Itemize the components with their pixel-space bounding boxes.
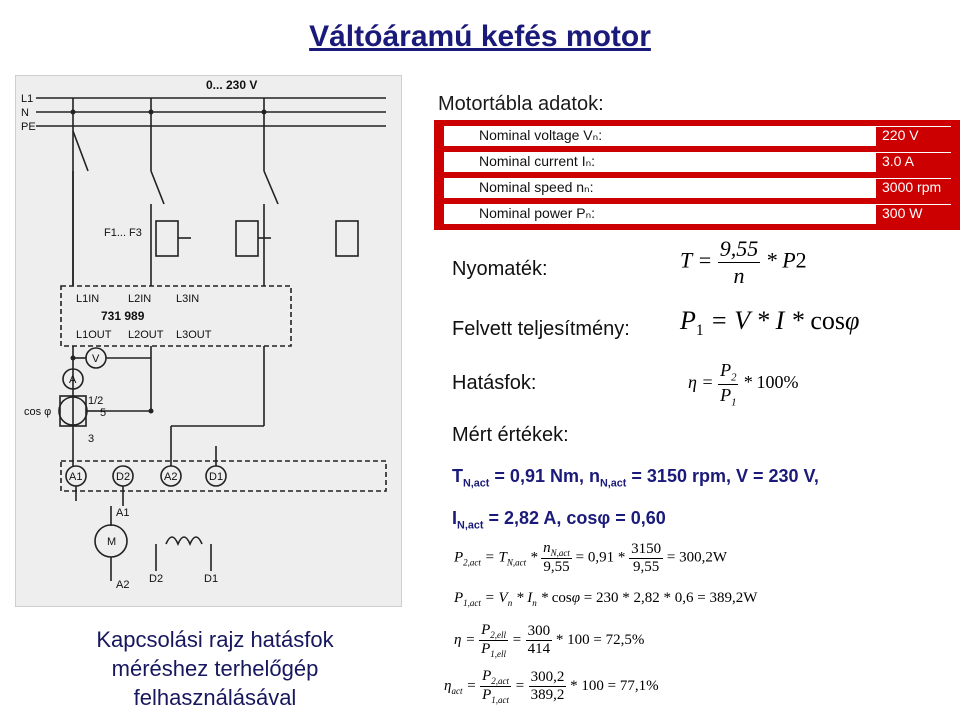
measured-line-2: $I_{N,act} = 2,82$ A, cosφ = 0,60 bbox=[452, 508, 666, 532]
motor-table-heading: Motortábla adatok: bbox=[438, 93, 604, 115]
l2in-label: L2IN bbox=[128, 293, 152, 305]
fuses-label: F1... F3 bbox=[104, 227, 142, 239]
eta-ell-denominator: 414 bbox=[527, 641, 551, 657]
nameplate-label: Nominal power Pₙ: bbox=[479, 205, 596, 221]
d1-terminal-label: D1 bbox=[209, 471, 224, 483]
caption-line-1: Kapcsolási rajz hatásfok bbox=[96, 627, 334, 652]
motor-a2-label: A2 bbox=[116, 579, 130, 591]
terminal-3-label: 3 bbox=[88, 433, 95, 445]
nameplate-label: Nominal current Iₙ: bbox=[479, 153, 596, 169]
cosphi-label: cos φ bbox=[24, 406, 52, 418]
p2act-constant: 9,55 bbox=[632, 558, 660, 575]
p2act-result: = 300,2W bbox=[666, 549, 727, 566]
motor-label: M bbox=[107, 536, 117, 548]
l3out-label: L3OUT bbox=[176, 329, 212, 341]
circuit-diagram bbox=[15, 75, 402, 607]
measured-line-2a: = 2,82 A, cosφ = 0,60 bbox=[488, 508, 666, 528]
nameplate-row bbox=[444, 178, 951, 198]
measured-line-1b: = 3150 rpm, V = 230 V, bbox=[631, 466, 819, 486]
torque-formula: T = $\frac{9,55}{n}$ * P2 bbox=[680, 236, 807, 288]
nameplate bbox=[434, 120, 960, 230]
measured-label: Mért értékek: bbox=[452, 424, 569, 446]
caption-line-2: méréshez terhelőgép bbox=[111, 656, 319, 681]
l1out-label: L1OUT bbox=[76, 329, 112, 341]
torque-denominator: n bbox=[733, 263, 745, 288]
nameplate-row bbox=[444, 152, 951, 172]
ammeter-label: A bbox=[69, 374, 77, 386]
d2-terminal-label: D2 bbox=[116, 471, 131, 483]
p1act-formula: $P_{1,act} = V_n * I_n * \cos\varphi = 230 * 2,82 * 0,6 = 389,2W$ bbox=[454, 590, 758, 608]
meter-label: 731 989 bbox=[101, 309, 145, 323]
eta-ell-formula: η = $\frac{P_{2,ell}}{P_{1,ell}}$ = $\frac{300}{414}$ * 100 = 72,5% bbox=[454, 622, 645, 659]
p2act-denominator: 9,55 bbox=[543, 559, 570, 575]
diagram-caption bbox=[60, 625, 370, 712]
power-formula: $P_1 = V * I * \cos\varphi$ bbox=[680, 306, 860, 340]
efficiency-formula: η = $\frac{P_2}{P_1}$ * 100% bbox=[688, 360, 799, 409]
supply-label: 0... 230 V bbox=[206, 78, 258, 92]
eta-act-result: * 100 = 77,1% bbox=[570, 677, 659, 694]
efficiency-label: Hatásfok: bbox=[452, 372, 537, 394]
nameplate-value: 220 V bbox=[876, 127, 951, 147]
l1in-label: L1IN bbox=[76, 293, 100, 305]
a2-terminal-label: A2 bbox=[164, 471, 178, 483]
pe-label: PE bbox=[21, 121, 36, 133]
eta-act-formula: $\eta_{act}$ = $\frac{P_{2,act}}{P_{1,act}}$ = $\frac{300,2}{389,2}$ * 100 = 77,1% bbox=[444, 668, 659, 705]
eta-ell-numerator: 300 bbox=[527, 623, 551, 639]
l1-label: L1 bbox=[21, 93, 34, 105]
nameplate-value: 3.0 A bbox=[876, 153, 951, 173]
page-title: Váltóáramú kefés motor bbox=[309, 20, 651, 53]
nameplate-value: 300 W bbox=[876, 205, 951, 225]
p2act-formula: $P_{2,act} = T_{N,act}$ * $\frac{n_{N,act}}{9,55}$ = 0,91 * $\frac{3150}{9,55}$ = 300,2W bbox=[454, 540, 727, 575]
motor-a1-label: A1 bbox=[116, 507, 130, 519]
eta-ell-result: * 100 = 72,5% bbox=[555, 631, 645, 648]
measured-line-1: $T_{N,act} = 0,91$ Nm, $n_{N,act} = 3150$ rpm, V = 230 V, bbox=[452, 466, 819, 490]
torque-numerator: 9,55 bbox=[719, 236, 759, 261]
nameplate-row bbox=[444, 204, 951, 224]
terminal-1-2-label: 1/2 bbox=[88, 395, 104, 407]
circuit-schematic bbox=[16, 76, 401, 606]
voltmeter-label: V bbox=[92, 353, 100, 365]
terminal-5-label: 5 bbox=[100, 407, 107, 419]
power-in-label: Felvett teljesítmény: bbox=[452, 318, 630, 340]
a1-terminal-label: A1 bbox=[69, 471, 83, 483]
measured-line-1a: = 0,91 Nm, n bbox=[494, 466, 600, 486]
n-label: N bbox=[21, 107, 29, 119]
nameplate-value: 3000 rpm bbox=[876, 179, 951, 199]
field-d2-label: D2 bbox=[149, 573, 164, 585]
eta-act-numerator: 300,2 bbox=[530, 669, 565, 685]
eta-act-denominator: 389,2 bbox=[530, 687, 565, 703]
l2out-label: L2OUT bbox=[128, 329, 164, 341]
p2act-speed: 3150 bbox=[631, 540, 662, 557]
field-d1-label: D1 bbox=[204, 573, 219, 585]
caption-line-3: felhasználásával bbox=[133, 685, 297, 710]
torque-label: Nyomaték: bbox=[452, 258, 548, 280]
l3in-label: L3IN bbox=[176, 293, 200, 305]
p1act-result: = 230 * 2,82 * 0,6 = 389,2W bbox=[583, 590, 758, 606]
nameplate-label: Nominal speed nₙ: bbox=[479, 179, 594, 195]
nameplate-label: Nominal voltage Vₙ: bbox=[479, 127, 603, 143]
nameplate-row bbox=[444, 126, 951, 146]
